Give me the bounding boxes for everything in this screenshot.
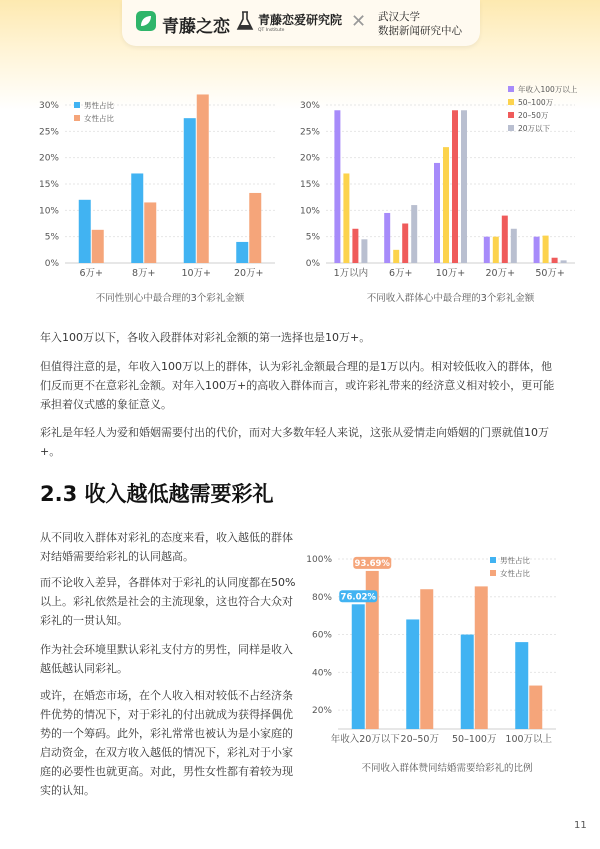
left-paragraph-3: 作为社会环境里默认彩礼支付方的男性，同样是收入越低越认同彩礼。	[40, 643, 293, 675]
flask-icon	[236, 11, 254, 31]
bar	[249, 193, 261, 263]
bar	[197, 94, 209, 263]
y-tick-label: 10%	[38, 206, 59, 217]
partner-name-line1: 武汉大学	[378, 11, 420, 23]
y-tick-label: 25%	[299, 127, 320, 138]
income-bar-chart	[290, 80, 580, 312]
chart-title: 不同收入群体心中最合理的3个彩礼金额	[366, 293, 535, 304]
bar	[384, 213, 390, 263]
legend-label: 50–100万	[518, 98, 554, 107]
y-tick-label: 30%	[299, 101, 320, 111]
x-tick-label: 6万+	[79, 268, 104, 279]
x-tick-label: 8万+	[131, 268, 156, 279]
section-title: 2.3 收入越低越需要彩礼	[40, 482, 274, 506]
bar	[543, 236, 549, 263]
legend-swatch	[490, 570, 496, 576]
bar	[352, 229, 358, 263]
left-paragraph-2: 而不论收入差异，各群体对于彩礼的认同度都在50%以上。彩礼依然是社会的主流现象，这也符合大众对彩礼的一贯认知。	[40, 576, 296, 627]
legend-swatch	[508, 125, 514, 131]
y-tick-label: 20%	[311, 706, 332, 717]
x-tick-label: 10万+	[181, 268, 212, 279]
bar	[352, 604, 365, 729]
legend-label: 20万以下	[518, 124, 551, 133]
gender-bar-chart	[30, 90, 280, 312]
legend-label: 女性占比	[500, 569, 530, 578]
x-tick-label: 年收入20万以下	[330, 734, 400, 745]
x-tick-label: 10万+	[435, 268, 466, 279]
y-tick-label: 30%	[38, 101, 59, 111]
chart-title: 不同收入群体赞同结婚需要给彩礼的比例	[361, 763, 533, 774]
bar	[361, 239, 367, 263]
y-tick-label: 10%	[299, 206, 320, 217]
legend-swatch	[490, 557, 496, 563]
y-tick-label: 60%	[311, 630, 332, 641]
bar	[411, 205, 417, 263]
legend-swatch	[508, 99, 514, 105]
bar	[131, 173, 143, 263]
x-tick-label: 50–100万	[452, 734, 497, 745]
y-tick-label: 0%	[305, 259, 320, 269]
legend-swatch	[508, 86, 514, 92]
y-tick-label: 100%	[306, 555, 332, 565]
bar	[515, 642, 528, 729]
x-tick-label: 20万+	[485, 268, 516, 279]
bar	[236, 242, 248, 263]
bar	[402, 224, 408, 264]
bar	[561, 260, 567, 263]
legend-swatch	[74, 115, 80, 121]
bar	[484, 237, 490, 263]
y-tick-label: 20%	[299, 153, 320, 164]
x-tick-label: 20–50万	[400, 734, 439, 745]
y-tick-label: 15%	[299, 180, 320, 190]
collaboration-cross-icon: ✕	[351, 11, 367, 32]
brand-name: 青藤之恋	[162, 17, 230, 37]
paragraph-2: 但值得注意的是，年收入100万以上的群体，认为彩礼金额最合理的是1万以内。相对较低收入的群体，他们反而更不在意彩礼金额。对年入100万+的高收入群体而言，或许彩礼带来的经济意义相对较小，更可能承担着仪式感的象征意义。	[40, 360, 555, 411]
bar	[92, 230, 104, 263]
bar	[452, 110, 458, 263]
legend-label: 20–50万	[518, 111, 549, 120]
bar	[493, 237, 499, 263]
bar	[79, 200, 91, 263]
left-paragraph-1: 从不同收入群体对彩礼的态度来看，收入越低的群体对结婚需要给彩礼的认同越高。	[40, 531, 293, 563]
x-tick-label: 20万+	[233, 268, 264, 279]
bar	[502, 216, 508, 263]
y-tick-label: 25%	[38, 127, 59, 138]
bar	[511, 229, 517, 263]
bar	[552, 258, 558, 263]
bar	[529, 686, 542, 729]
y-tick-label: 5%	[44, 232, 59, 243]
x-tick-label: 6万+	[388, 268, 413, 279]
y-tick-label: 40%	[311, 668, 332, 679]
page-header	[122, 0, 480, 46]
bar	[393, 250, 399, 263]
partner-name-line2: 数据新闻研究中心	[378, 25, 462, 37]
paragraph-1: 年入100万以下，各收入段群体对彩礼金额的第一选择也是10万+。	[40, 331, 371, 344]
institute-english-name: QT Institute	[258, 28, 285, 33]
institute-name: 青藤恋爱研究院	[258, 13, 343, 27]
x-tick-label: 1万以内	[333, 268, 369, 279]
bar	[420, 589, 433, 729]
bar	[434, 163, 440, 263]
y-tick-label: 5%	[305, 232, 320, 243]
bar	[334, 110, 340, 263]
x-tick-label: 50万+	[535, 268, 565, 279]
bar	[534, 237, 540, 263]
bar	[184, 118, 196, 263]
bar	[144, 202, 156, 263]
left-paragraph-4: 或许，在婚恋市场，在个人收入相对较低不占经济条件优势的情况下，对于彩礼的付出就成为获得择偶优势的一个筹码。此外，彩礼常常也被认为是小家庭的启动资金，在双方收入越低的情况下，彩礼对于小家庭的必要性也就更高。对此，男性女性都有着较为现实的认知。	[40, 689, 293, 797]
legend-swatch	[74, 102, 80, 108]
legend-label: 男性占比	[84, 101, 114, 110]
leaf-logo-icon	[136, 11, 156, 31]
page-number: 11	[574, 820, 587, 831]
y-tick-label: 20%	[38, 153, 59, 164]
data-label: 76.02%	[340, 592, 376, 603]
y-tick-label: 80%	[311, 592, 332, 603]
legend-label: 男性占比	[500, 556, 530, 565]
paragraph-3: 彩礼是年轻人为爱和婚姻需要付出的代价，而对大多数年轻人来说，这张从爱情走向婚姻的门票就值10万+。	[40, 426, 549, 458]
bar	[443, 147, 449, 263]
bar	[343, 173, 349, 263]
approval-bar-chart	[300, 545, 560, 785]
y-tick-label: 0%	[44, 259, 59, 269]
bar	[406, 619, 419, 729]
chart-title: 不同性别心中最合理的3个彩礼金额	[95, 293, 245, 304]
legend-label: 年收入100万以上	[518, 85, 578, 94]
bar	[461, 110, 467, 263]
bar	[461, 635, 474, 729]
data-label: 93.69%	[354, 558, 390, 569]
y-tick-label: 15%	[38, 180, 59, 190]
legend-label: 女性占比	[84, 114, 114, 123]
bar	[475, 586, 488, 729]
x-tick-label: 100万以上	[505, 734, 553, 745]
legend-swatch	[508, 112, 514, 118]
